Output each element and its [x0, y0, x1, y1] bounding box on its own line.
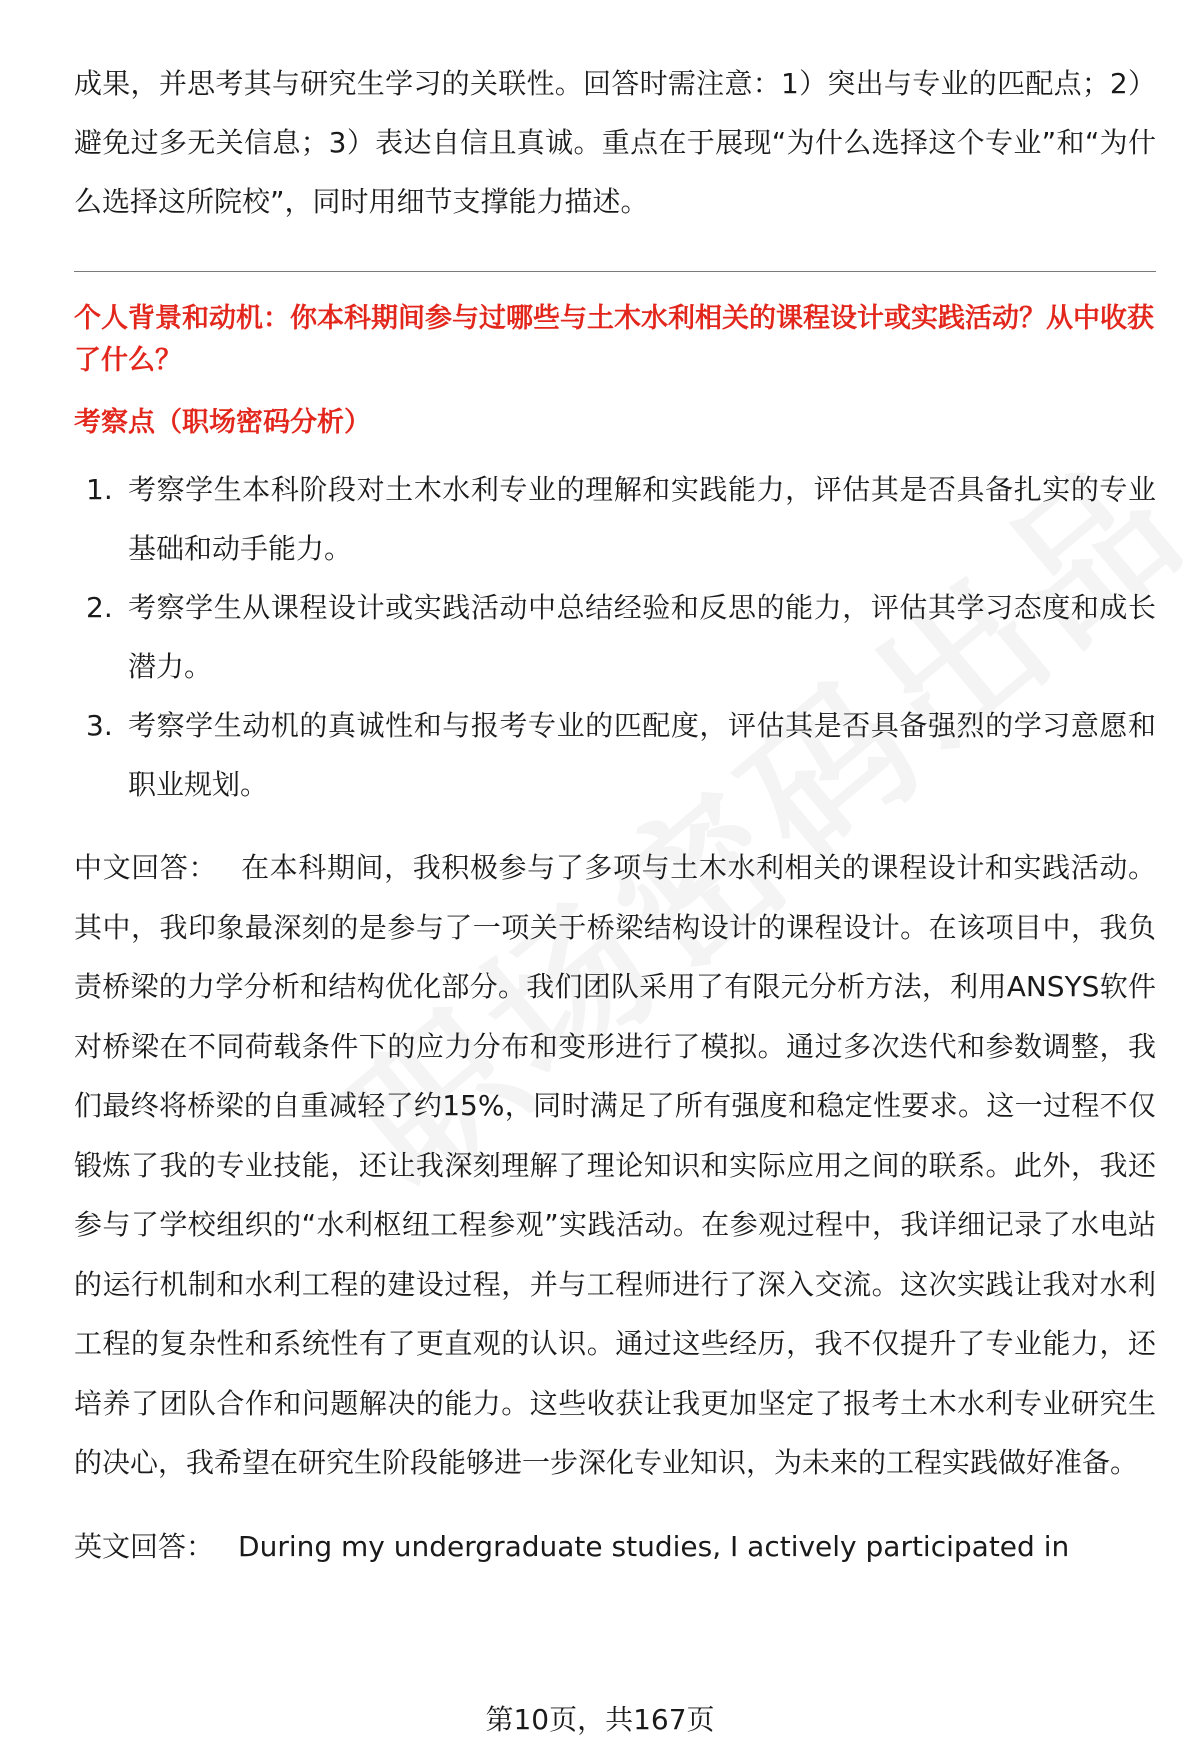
english-answer-text: During my undergraduate studies, I actively participated in — [238, 1529, 1070, 1563]
page-number-footer: 第10页，共167页 — [485, 1703, 715, 1736]
chinese-answer-text: 在本科期间，我积极参与了多项与土木水利相关的课程设计和实践活动。其中，我印象最深刻的是参与了一项关于桥梁结构设计的课程设计。在该项目中，我负责桥梁的力学分析和结构优化部分。我们团队采用了有限元分析方法，利用ANSYS软件对桥梁在不同荷载条件下的应力分布和变形进行了模拟。通过多次迭代和参数调整，我们最终将桥梁的自重减轻了约15%，同时满足了所有强度和稳定性要求。这一过程不仅锻炼了我的专业技能，还让我深刻理解了理论知识和实际应用之间的联系。此外，我还参与了学校组织的“水利枢纽工程参观”实践活动。在参观过程中，我详细记录了水电站的运行机制和水利工程的建设过程，并与工程师进行了深入交流。这次实践让我对水利工程的复杂性和系统性有了更直观的认识。通过这些经历，我不仅提升了专业能力，还培养了团队合作和问题解决的能力。这些收获让我更加坚定了报考土木水利专业研究生的决心，我希望在研究生阶段能够进一步深化专业知识，为未来的工程实践做好准备。 — [74, 851, 1156, 1479]
english-answer — [74, 1517, 1156, 1576]
list-item — [74, 696, 1156, 814]
intro-paragraph: 成果，并思考其与研究生学习的关联性。回答时需注意：1）突出与专业的匹配点；2）避免过多无关信息；3）表达自信且真诚。重点在于展现“为什么选择这个专业”和“为什么选择这所院校”，同时用细节支撑能力描述。 — [74, 67, 1156, 218]
list-item — [74, 578, 1156, 696]
english-answer-label: 英文回答： — [74, 1529, 215, 1563]
chinese-answer-label: 中文回答： — [74, 851, 218, 884]
list-number: 2. — [86, 591, 113, 624]
list-text: 考察学生动机的真诚性和与报考专业的匹配度，评估其是否具备强烈的学习意愿和职业规划。 — [128, 709, 1156, 801]
list-text: 考察学生本科阶段对土木水利专业的理解和实践能力，评估其是否具备扎实的专业基础和动手能力。 — [128, 473, 1156, 565]
question-heading: 个人背景和动机：你本科期间参与过哪些与土木水利相关的课程设计或实践活动？从中收获了什么？ — [74, 303, 1154, 376]
document-page — [74, 54, 1156, 1576]
list-number: 3. — [86, 709, 113, 742]
list-text: 考察学生从课程设计或实践活动中总结经验和反思的能力，评估其学习态度和成长潜力。 — [128, 591, 1156, 683]
list-item — [74, 460, 1156, 578]
list-number: 1. — [86, 473, 113, 506]
section-divider — [74, 271, 1156, 272]
chinese-answer — [74, 838, 1156, 1493]
analysis-heading: 考察点（职场密码分析） — [74, 407, 371, 438]
analysis-list — [74, 460, 1156, 814]
